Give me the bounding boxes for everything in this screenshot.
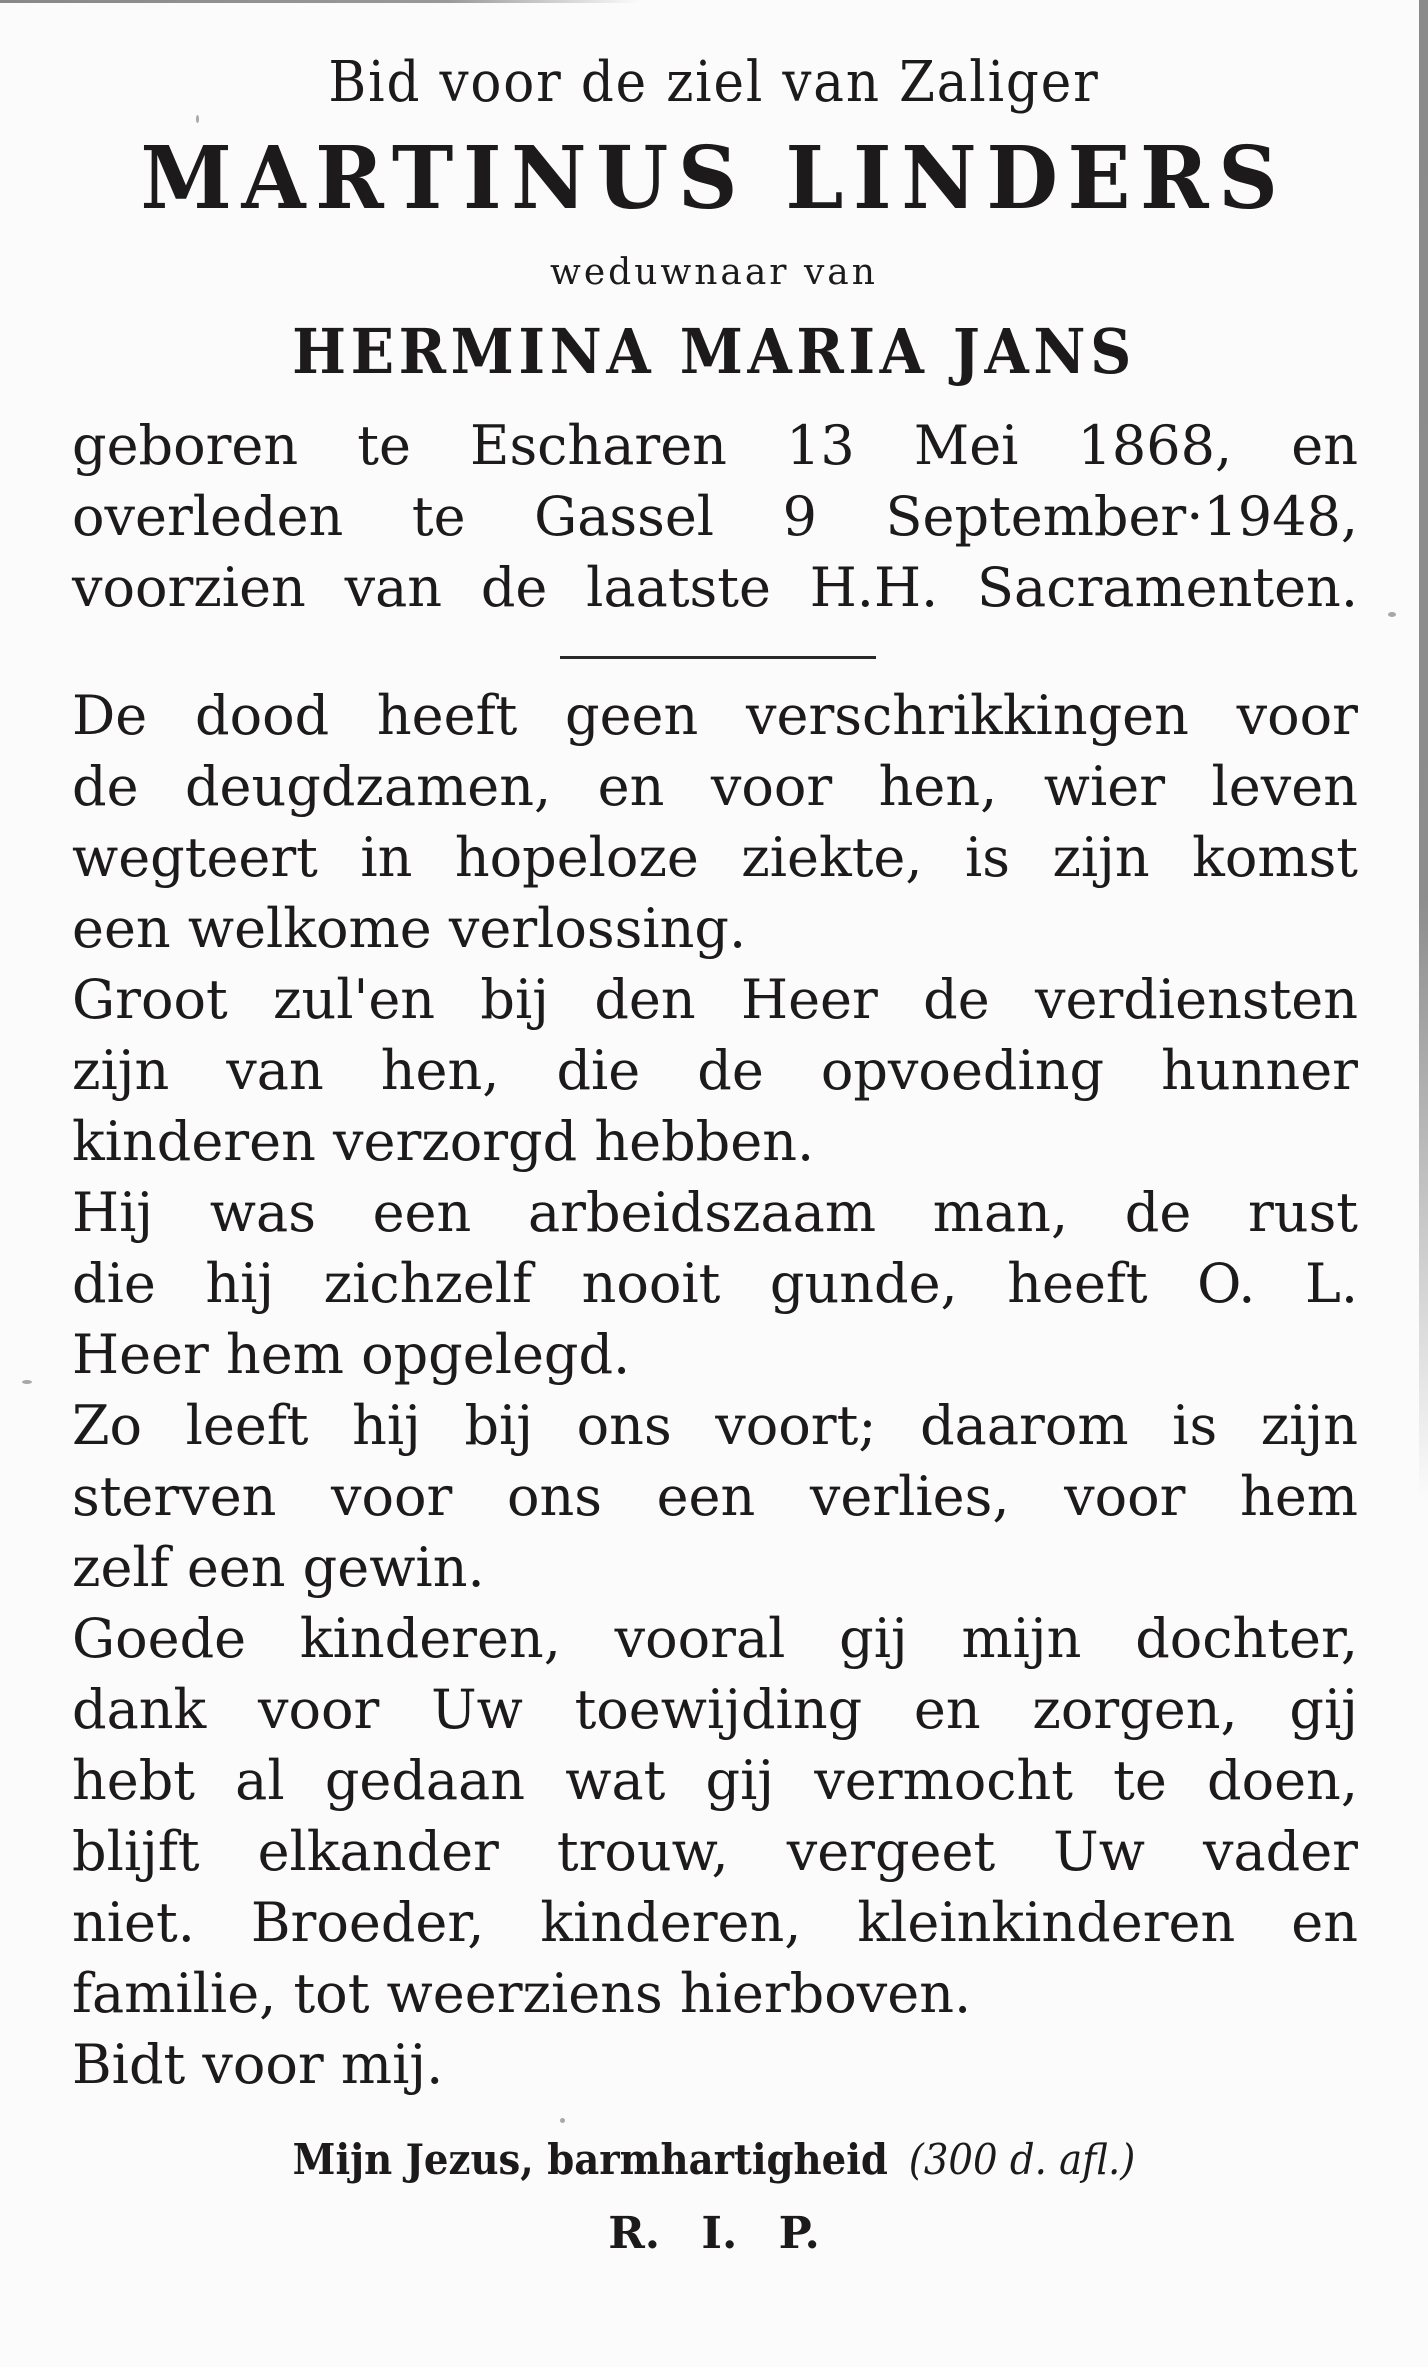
body-line: Hij was een arbeidszaam man, de rust [72,1181,1358,1244]
closing-prayer [57,2135,1371,2184]
spouse-name: HERMINA MARIA JANS [292,315,1136,388]
body-line: Zo leeft hij bij ons voort; daarom is zijn [72,1394,1358,1457]
biography-block [72,410,1358,623]
body-line: een welkome verlossing. [72,897,747,960]
body-line: zelf een gewin. [72,1536,485,1599]
intro-line: Bid voor de ziel van Zaliger [328,50,1100,115]
body-line: zijn van hen, die de opvoeding hunner [72,1039,1358,1102]
body-line: de deugdzamen, en voor hen, wier leven [72,755,1358,818]
body-line: die hij zichzelf nooit gunde, heeft O. L. [72,1252,1358,1315]
body-line: niet. Broeder, kinderen, kleinkinderen en [72,1891,1358,1954]
divider-rule [560,656,876,659]
body-line: Goede kinderen, vooral gij mijn dochter, [72,1607,1358,1670]
body-line: hebt al gedaan wat gij vermocht te doen, [72,1749,1358,1812]
scan-speck [196,115,199,123]
body-line: kinderen verzorgd hebben. [72,1110,815,1173]
body-line: Heer hem opgelegd. [72,1323,631,1386]
body-line: Groot zul'en bij den Heer de verdiensten [72,968,1358,1031]
biography-line: geboren te Escharen 13 Mei 1868, en [72,414,1358,477]
scan-speck [22,1380,32,1384]
biography-line: overleden te Gassel 9 September·1948, [72,485,1358,548]
body-line: wegteert in hopeloze ziekte, is zijn komst [72,826,1358,889]
body-line: Bidt voor mij. [72,2033,444,2096]
scan-speck [560,2118,565,2123]
rip-line: R. I. P. [608,2208,820,2259]
indulgence-note: (300 d. afl.) [908,2135,1136,2184]
deceased-name: MARTINUS LINDERS [140,128,1288,229]
body-line: De dood heeft geen verschrikkingen voor [72,684,1358,747]
body-text-block [72,680,1358,2100]
prayer-text: Mijn Jezus, barmhartigheid [292,2135,888,2184]
scan-speck [1388,612,1396,617]
biography-line: voorzien van de laatste H.H. Sacramenten. [72,556,1358,619]
body-line: familie, tot weerziens hierboven. [72,1962,972,2025]
relation-line: weduwnaar van [550,252,878,293]
body-line: blijft elkander trouw, vergeet Uw vader [72,1820,1358,1883]
body-line: sterven voor ons een verlies, voor hem [72,1465,1358,1528]
body-line: dank voor Uw toewijding en zorgen, gij [72,1678,1358,1741]
